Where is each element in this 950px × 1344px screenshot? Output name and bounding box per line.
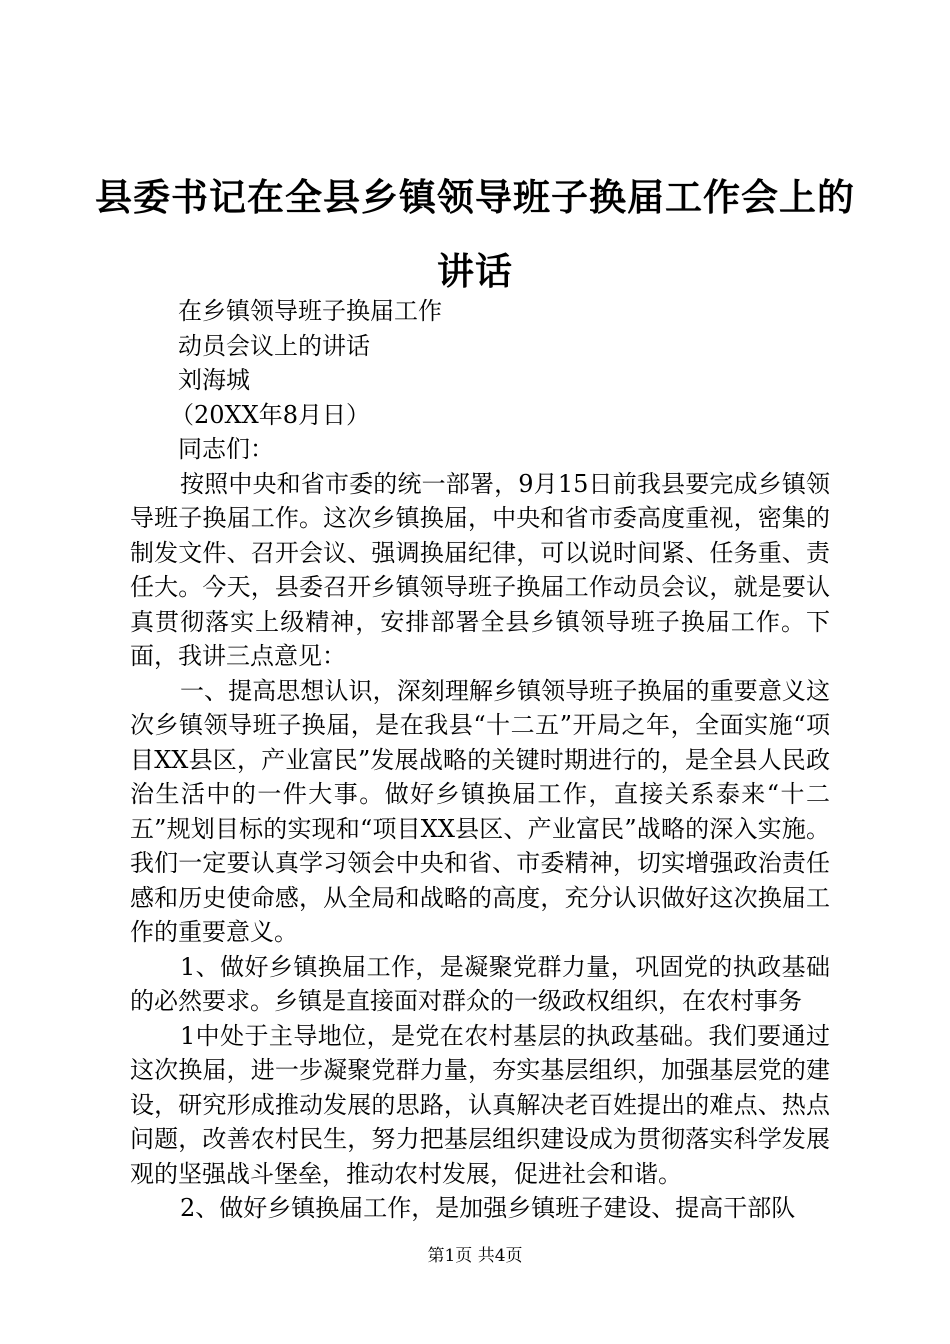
salutation: 同志们：	[178, 435, 274, 463]
page-indicator: 第1页 共4页	[427, 1246, 523, 1266]
title-line-2: 讲话	[437, 249, 513, 293]
document-title	[0, 160, 950, 308]
body-paragraph: 2、做好乡镇换届工作，是加强乡镇班子建设、提高干部队	[180, 1194, 796, 1222]
body-paragraph: 一、提高思想认识，深刻理解乡镇领导班子换届的重要意义这次乡镇领导班子换届，是在我县“十二五”开局之年，全面实施“项目XX县区，产业富民”发展战略的关键时期进行的，是全县人民政治生活中的一件大事。做好乡镇换届工作，直接关系泰来“十二五”规划目标的实现和“项目XX县区、产业富民”战略的深入实施。我们一定要认真学习领会中央和省、市委精神，切实增强政治责任感和历史使命感，从全局和战略的高度，充分认识做好这次换届工作的重要意义。	[130, 676, 830, 946]
document-body	[130, 294, 830, 1226]
body-paragraph: 1、做好乡镇换届工作，是凝聚党群力量，巩固党的执政基础的必然要求。乡镇是直接面对群众的一级政权组织，在农村事务	[130, 952, 830, 1015]
subtitle-line-1: 在乡镇领导班子换届工作	[178, 297, 442, 325]
body-paragraph: 按照中央和省市委的统一部署，9月15日前我县要完成乡镇领导班子换届工作。这次乡镇换届，中央和省市委高度重视，密集的制发文件、召开会议、强调换届纪律，可以说时间紧、任务重、责任大。今天，县委召开乡镇领导班子换届工作动员会议，就是要认真贯彻落实上级精神，安排部署全县乡镇领导班子换届工作。下面，我讲三点意见：	[130, 469, 830, 670]
page-footer	[0, 1244, 950, 1268]
body-paragraph: 1中处于主导地位，是党在农村基层的执政基础。我们要通过这次换届，进一步凝聚党群力量，夯实基层组织，加强基层党的建设，研究形成推动发展的思路，认真解决老百姓提出的难点、热点问题，改善农村民生，努力把基层组织建设成为贯彻落实科学发展观的坚强战斗堡垒，推动农村发展，促进社会和谐。	[130, 1021, 830, 1188]
title-line-1: 县委书记在全县乡镇领导班子换届工作会上的	[95, 175, 855, 219]
subtitle-line-2: 动员会议上的讲话	[178, 331, 370, 360]
author-name: 刘海城	[178, 366, 250, 394]
speech-date: （20XX年8月日）	[170, 400, 370, 429]
